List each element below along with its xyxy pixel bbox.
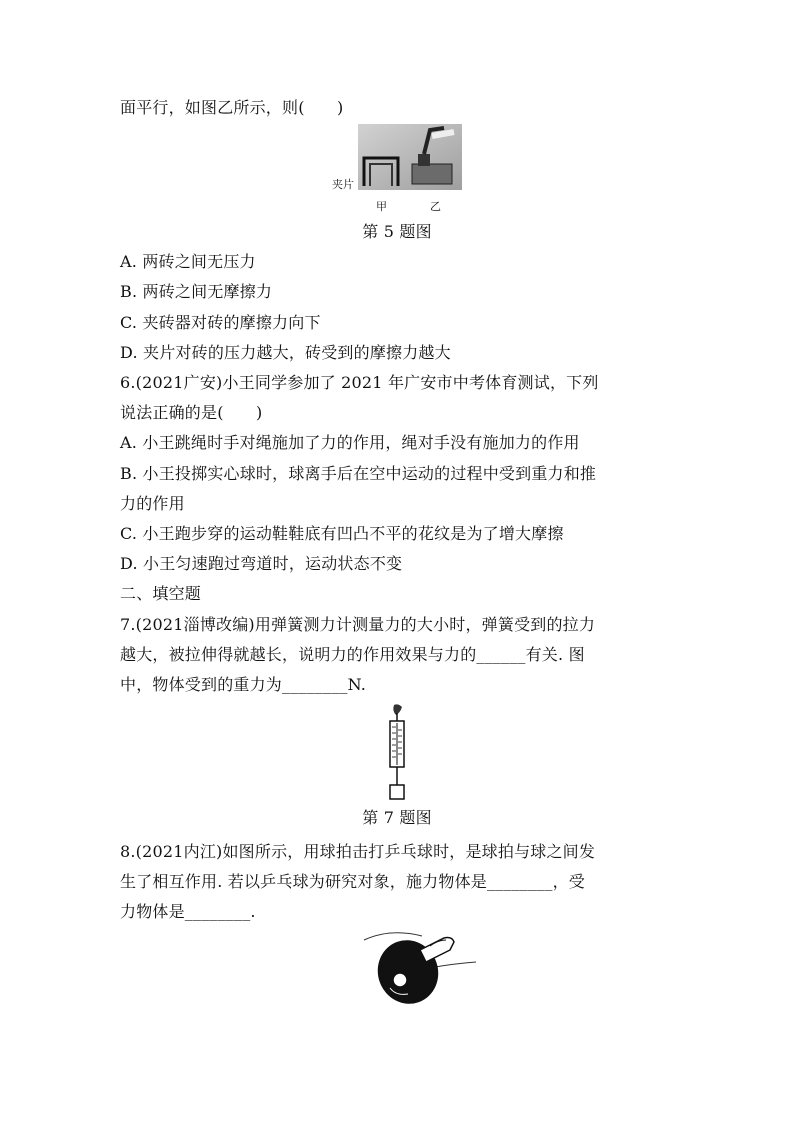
figure-5 — [330, 124, 470, 216]
fig5-photo — [358, 124, 462, 190]
q8-line2: 生了相互作用. 若以乒乓球为研究对象，施力物体是________，受 — [120, 872, 585, 891]
fig5-sub-jia: 甲 — [376, 200, 387, 213]
q7-line1: 7.(2021淄博改编)用弹簧测力计测量力的大小时，弹簧受到的拉力 — [120, 615, 596, 634]
q5-option-a: A. 两砖之间无压力 — [120, 252, 256, 271]
fig5-sub-yi: 乙 — [430, 200, 441, 213]
q6-option-b-line2: 力的作用 — [120, 494, 185, 513]
figure-7-spring-scale — [382, 703, 412, 803]
section-heading: 二、填空题 — [120, 584, 202, 603]
q6-option-c: C. 小王跑步穿的运动鞋鞋底有凹凸不平的花纹是为了增大摩擦 — [120, 524, 564, 543]
figure-8-paddle — [360, 928, 480, 1008]
q5-option-d: D. 夹片对砖的压力越大，砖受到的摩擦力越大 — [120, 343, 451, 362]
figure-5-caption: 第 5 题图 — [362, 222, 432, 241]
figure-7-caption: 第 7 题图 — [362, 808, 432, 827]
q5-option-b: B. 两砖之间无摩擦力 — [120, 282, 273, 301]
q7-line3: 中，物体受到的重力为________N. — [120, 675, 367, 694]
q6-stem-line2: 说法正确的是( ) — [120, 403, 263, 422]
q6-option-a: A. 小王跳绳时手对绳施加了力的作用，绳对手没有施加力的作用 — [120, 433, 580, 452]
q5-stem-tail: 面平行，如图乙所示，则( ) — [120, 98, 344, 117]
q6-option-b-line1: B. 小王投掷实心球时，球离手后在空中运动的过程中受到重力和推 — [120, 464, 597, 483]
q6-option-d: D. 小王匀速跑过弯道时，运动状态不变 — [120, 554, 403, 573]
q7-line2: 越大，被拉伸得就越长，说明力的作用效果与力的______有关. 图 — [120, 645, 585, 664]
q5-option-c: C. 夹砖器对砖的摩擦力向下 — [120, 313, 321, 332]
fig5-label-clip: 夹片 — [332, 178, 354, 191]
q8-line3: 力物体是________. — [120, 902, 256, 921]
q8-line1: 8.(2021内江)如图所示，用球拍击打乒乓球时，是球拍与球之间发 — [120, 842, 596, 861]
q6-stem-line1: 6.(2021广安)小王同学参加了 2021 年广安市中考体育测试，下列 — [120, 373, 599, 392]
